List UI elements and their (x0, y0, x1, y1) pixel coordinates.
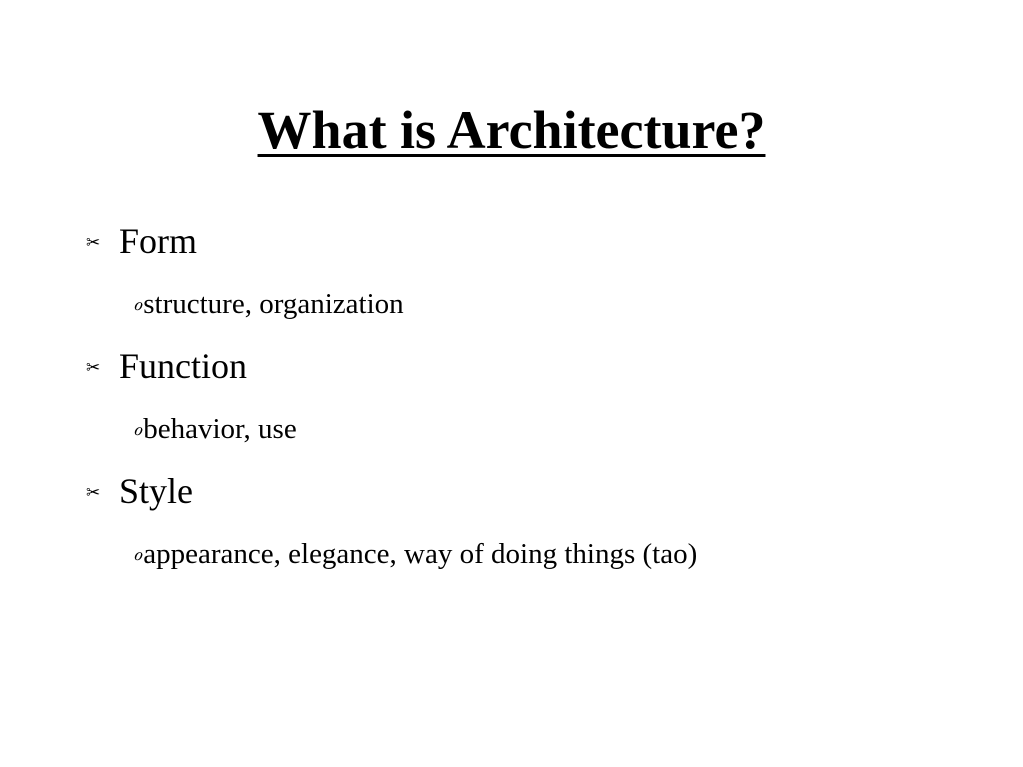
scissors-bullet-icon: ✂ (86, 357, 101, 377)
bullet-text: Form (119, 221, 198, 261)
sub-bullet-item (133, 537, 697, 573)
sub-bullet-text: behavior, use (143, 413, 297, 445)
sub-bullet-item (133, 287, 404, 323)
slide-title: What is Architecture? (257, 100, 766, 160)
scissors-bullet-icon: ✂ (86, 232, 101, 252)
sub-bullet-text: appearance, elegance, way of doing things (tao) (143, 538, 698, 570)
bullet-item (86, 345, 247, 391)
sub-bullet-icon: ℴ (133, 293, 143, 316)
bullet-text: Function (119, 346, 248, 386)
scissors-bullet-icon: ✂ (86, 482, 101, 502)
sub-bullet-icon: ℴ (133, 418, 143, 441)
sub-bullet-item (133, 412, 297, 448)
bullet-text: Style (119, 471, 194, 511)
bullet-item (86, 220, 197, 266)
sub-bullet-icon: ℴ (133, 543, 143, 566)
sub-bullet-text: structure, organization (143, 288, 404, 320)
bullet-item (86, 470, 193, 516)
